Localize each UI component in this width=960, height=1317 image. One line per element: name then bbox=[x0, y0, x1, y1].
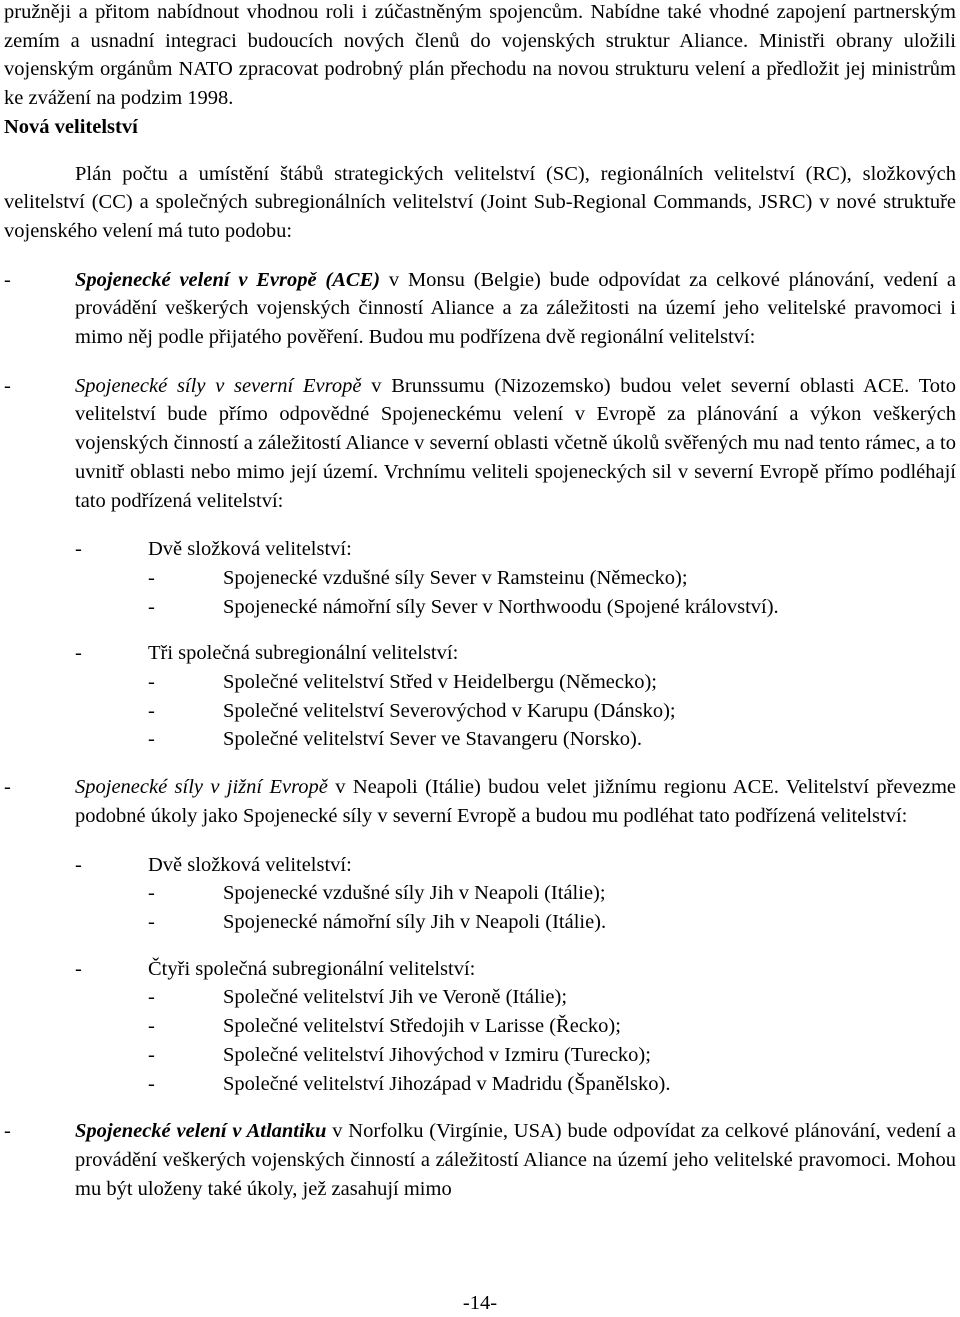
command-item-atlantic bbox=[4, 1117, 956, 1203]
list-item-text: Společné velitelství Jihozápad v Madridu (Španělsko). bbox=[223, 1072, 671, 1095]
command-item-text bbox=[75, 372, 956, 516]
group-title-text: Čtyři společná subregionální velitelství: bbox=[148, 957, 476, 980]
subordinate-group-title bbox=[75, 851, 956, 880]
command-name: Spojenecké síly v jižní Evropě bbox=[75, 776, 328, 799]
command-item-south bbox=[4, 773, 956, 830]
command-item-ace bbox=[4, 266, 956, 352]
list-dash: - bbox=[148, 671, 155, 694]
list-dash: - bbox=[75, 957, 82, 980]
list-dash: - bbox=[75, 853, 82, 876]
subordinate-group-title bbox=[75, 639, 956, 668]
list-item bbox=[148, 725, 956, 754]
list-item-text: Společné velitelství Středojih v Larisse (Řecko); bbox=[223, 1015, 621, 1038]
list-dash: - bbox=[148, 1072, 155, 1095]
command-description: v Monsu (Belgie) bude odpovídat za celkové plánování, vedení a provádění veškerých vojenských činností Aliance a za záležitosti na území jeho velitelské pravomoci i mimo něj podle přijatého pověření. Budou mu podřízena dvě regionální velitelství: bbox=[75, 268, 956, 349]
list-item-text: Společné velitelství Střed v Heidelbergu (Německo); bbox=[223, 671, 657, 694]
list-dash: - bbox=[4, 268, 11, 291]
section-heading: Nová velitelství bbox=[4, 115, 138, 138]
list-item-text: Spojenecké námořní síly Jih v Neapoli (Itálie). bbox=[223, 910, 607, 933]
intro-paragraph: pružněji a přitom nabídnout vhodnou roli i zúčastněným spojencům. Nabídne také vhodné zapojení partnerským zemím a usnadní integraci budoucích nových členů do vojenských struktur Aliance. Ministři obrany uložili vojenským orgánům NATO zpracovat podrobný plán přechodu na novou strukturu velení a předložit jej ministrům ke zvážení na podzim 1998. bbox=[4, 1, 956, 110]
command-name: Spojenecké síly v severní Evropě bbox=[75, 374, 362, 397]
list-dash: - bbox=[148, 882, 155, 905]
group-title-text: Tři společná subregionální velitelství: bbox=[148, 642, 459, 665]
command-description: v Neapoli (Itálie) budou velet jižnímu regionu ACE. Velitelství převezme podobné úkoly jako Spojenecké síly v severní Evropě a budou mu podléhat tato podřízená velitelství: bbox=[75, 776, 956, 827]
list-dash: - bbox=[4, 1120, 11, 1143]
command-description: v Norfolku (Virgínie, USA) bude odpovídat za celkové plánování, vedení a provádění veškerých vojenských činností a záležitostí Aliance na území jeho velitelské pravomoci. Mohou mu být uloženy také úkoly, jež zasahují mimo bbox=[75, 1120, 956, 1200]
list-item bbox=[148, 593, 956, 622]
list-dash: - bbox=[75, 538, 82, 561]
list-dash: - bbox=[148, 728, 155, 751]
subordinate-group-title bbox=[75, 955, 956, 984]
list-item-text: Spojenecké námořní síly Sever v Northwoodu (Spojené království). bbox=[223, 595, 779, 618]
list-item bbox=[148, 1012, 956, 1041]
subordinate-group-title bbox=[75, 535, 956, 564]
list-dash: - bbox=[148, 566, 155, 589]
list-item bbox=[148, 879, 956, 908]
list-dash: - bbox=[148, 910, 155, 933]
list-item bbox=[148, 668, 956, 697]
list-dash: - bbox=[148, 986, 155, 1009]
document-page bbox=[4, 0, 956, 1203]
list-item-text: Společné velitelství Severovýchod v Karupu (Dánsko); bbox=[223, 699, 676, 722]
list-dash: - bbox=[148, 1043, 155, 1066]
list-item bbox=[148, 1070, 956, 1099]
page-number: -14- bbox=[462, 1292, 498, 1314]
list-item bbox=[148, 564, 956, 593]
group-title-text: Dvě složková velitelství: bbox=[148, 853, 352, 876]
command-name: Spojenecké velení v Atlantiku bbox=[75, 1120, 327, 1143]
list-dash: - bbox=[148, 595, 155, 618]
command-item-text bbox=[75, 773, 956, 830]
command-item-north bbox=[4, 372, 956, 516]
list-item-text: Spojenecké vzdušné síly Jih v Neapoli (Itálie); bbox=[223, 882, 606, 905]
list-dash: - bbox=[4, 776, 11, 799]
list-item-text: Společné velitelství Sever ve Stavangeru (Norsko). bbox=[223, 728, 642, 751]
command-description: v Brunssumu (Nizozemsko) budou velet severní oblasti ACE. Toto velitelství bude přímo odpovědné Spojeneckému velení v Evropě za plánování a výkon veškerých vojenských činností a záležitostí Aliance v severní oblasti včetně úkolů svěřených mu nad tento rámec, a to uvnitř oblasti nebo mimo její území. Vrchnímu veliteli spojeneckých sil v severní Evropě přímo podléhají tato podřízená velitelství: bbox=[75, 374, 956, 512]
list-item bbox=[148, 983, 956, 1012]
list-item-text: Společné velitelství Jihovýchod v Izmiru (Turecko); bbox=[223, 1043, 651, 1066]
list-dash: - bbox=[148, 1015, 155, 1038]
subordinate-group bbox=[75, 535, 956, 621]
list-dash: - bbox=[75, 642, 82, 665]
group-title-text: Dvě složková velitelství: bbox=[148, 538, 352, 561]
list-item bbox=[148, 1041, 956, 1070]
list-dash: - bbox=[4, 374, 11, 397]
list-item-text: Společné velitelství Jih ve Veroně (Itálie); bbox=[223, 986, 568, 1009]
list-item bbox=[148, 697, 956, 726]
command-name: Spojenecké velení v Evropě (ACE) bbox=[75, 268, 381, 291]
subordinate-group bbox=[75, 955, 956, 1099]
list-item bbox=[148, 908, 956, 937]
lead-paragraph: Plán počtu a umístění štábů strategických velitelství (SC), regionálních velitelství (RC), složkových velitelství (CC) a společných subregionálních velitelství (Joint Sub-Regional Commands, JSRC) v nové struktuře vojenského velení má tuto podobu: bbox=[4, 162, 956, 242]
subordinate-group bbox=[75, 639, 956, 754]
command-item-text bbox=[75, 1117, 956, 1203]
list-item-text: Spojenecké vzdušné síly Sever v Ramsteinu (Německo); bbox=[223, 566, 688, 589]
list-dash: - bbox=[148, 699, 155, 722]
subordinate-group bbox=[75, 851, 956, 937]
command-item-text bbox=[75, 266, 956, 352]
